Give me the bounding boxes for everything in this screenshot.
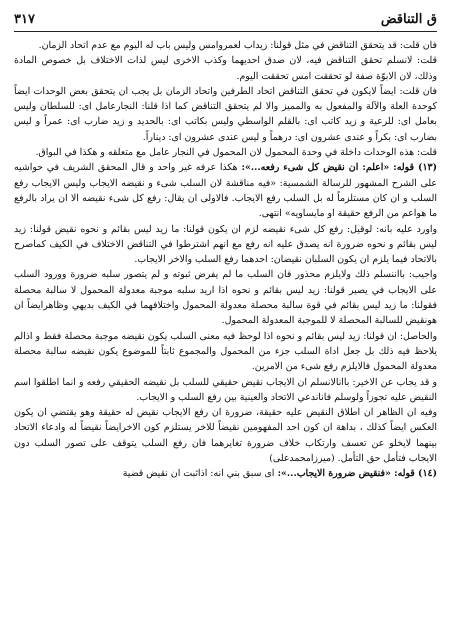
page-header — [14, 8, 437, 30]
chapter-title: ق التناقض — [380, 11, 437, 27]
page-number: ٣١٧ — [14, 11, 35, 27]
paragraph-answer-negation: واجيب: بااننسلم ذلك ولايلزم محذور فان السلب ما لم يفرض ثبوته و لم يتصور سلبه ضرورة وورود السلب على الايجاب في يصير قولنا: زيد ليس بقائم و نحوه اذا اريد سلبه موجبة معدولة المحمول لا سالبة محصلة فقولنا: ما زيد ليس بقائم في قوة سالبة محصلة معدولة المحمول واختلافهما في الكيف بديهي وظاهرايضاً ان هونقيض للسالبة المحصلة لا للموجبة المعدولة المحمول. — [14, 269, 437, 327]
paragraph-critique: وفيه ان الظاهر ان اطلاق النقيض عليه حقيقة، ضرورة ان رفع الايجاب نقيض له حقيقة وهو يقتضي ان يكون العكس ايضاً كذلك ، بداهة ان كون احد المفهومين نقيضاً للاخر يستلزم كون الاخرايضاً نقيضاً له وادعاء الاتحاد بينهما لايخلو عن تعسف وارتكاب خلاف ضرورة تغايرهما فان رفع السلب يتوقف على تصور السلب دون الايجاب فتأمل حق التأمل. (ميرزامحمدعلى) — [14, 407, 437, 465]
paragraph-reply-unities: قلت: هذه الوحدات داخلة في وحدة المحمول لان المحمول في النجار عامل مع متعلقه و هكذا في البواق. — [35, 147, 437, 159]
paragraph-reply-fatherhood: قلت: لانسلم تحقق التناقض فيه، لان صدق احديهما وكذب الاخرى ليس لذات الاختلاف بل خصوص المادة وذلك، لان الابوّة صفة لو تحققت امس تحققت اليوم. — [14, 55, 437, 82]
paragraph-objection-fatherhood: فان قلت: قد يتحقق التناقض في مثل قولنا: زيداب لعمروامس وليس باب له اليوم مع عدم اتحاد الزمان. — [38, 40, 437, 51]
paragraph-objection-negation: واورد عليه بانه: لوقيل: رفع كل شىء نقيضه لزم ان يكون قولنا: ما زيد ليس بقائم و نحوه نقيض قولنا: زيد ليس بقائم و نحوه ضرورة انه يصدق عليه انه رفع مع انهم اشترطوا في التناقض الاختلاف في الكيف كماصرح بالاتحاد فيما يلزم ان يكون السلبان نقيضان: احدهما رفع السلب والاخر الايجاب. — [14, 223, 437, 266]
footnote-14: (١٤) قوله: «فنقيض ضرورة الايجاب...»: اى سبق بني انه: اذاثبت ان نقيض قضية — [122, 468, 437, 480]
page-body — [14, 38, 437, 638]
paragraph-summary: والحاصل: ان قولنا: زيد ليس بقائم و نحوه اذا لوحظ فيه معنى السلب يكون نقيضه موجبة محصلة فقط و اذالم يلاحظ فيه ذلك بل جعل اداة السلب جزء من المحمول والمجموع ثابتاً للموضوع يكون نقيضه سالبة محصلة معدولة المحمول فالايلزم رفع شىء من الامرين. — [14, 330, 437, 373]
paragraph-objection-unities: فان قلت: ايضاً لايكون في تحقق التناقض اتحاد الطرفين واتحاد الزمان بل يجب ان يتحقق بعض الوحدات ايضاً كوحدة العلة والآلة والمفعول به والمميز والا لم يتحقق التناقض كما اذا قلنا: النجارعامل اى: للسلطان وليس بعامل اى: للرعية و زيد كاتب اى: بالقلم الواسطي وليس بكاتب اى: بالحديد و زيد ضارب اى: عمراً و ليس بضارب اى: بكراً و عندى عشرون اى: درهماً و ليس عندى عشرون اى: ديناراً. — [14, 85, 437, 143]
header-divider — [14, 31, 437, 32]
footnote-13: (١٣) قوله: «اعلم: ان نقيض كل شىء رفعه...»: هكذا عرفه غير واحد و قال المحقق الشريف في حواشيه على الشرح المشهور للرسالة الشمسية: «فيه مناقشة لان السلب شىء و نقيضه الايجاب وليس الايجاب رفع السلب و ان كان مستلزماً له بل السلب رفع الايجاب. فالاولى ان يقال: رفع كل شىء نقيضه الا ان يراد بالرفع ما هواعم من الرفع حقيقة او مايساويه» انتهى. — [14, 162, 437, 220]
paragraph-second-answer: و قد يجاب عن الاخير: باانالانسلم ان الايجاب نقيض حقيقي للسلب بل نقيضه الحقيقي رفعه و انما اطلقوا اسم النقيض عليه تجوزاً ولوسلم فاناندعي الاتحاد والعينية بين رفع السلب و الايجاب. — [14, 376, 437, 403]
